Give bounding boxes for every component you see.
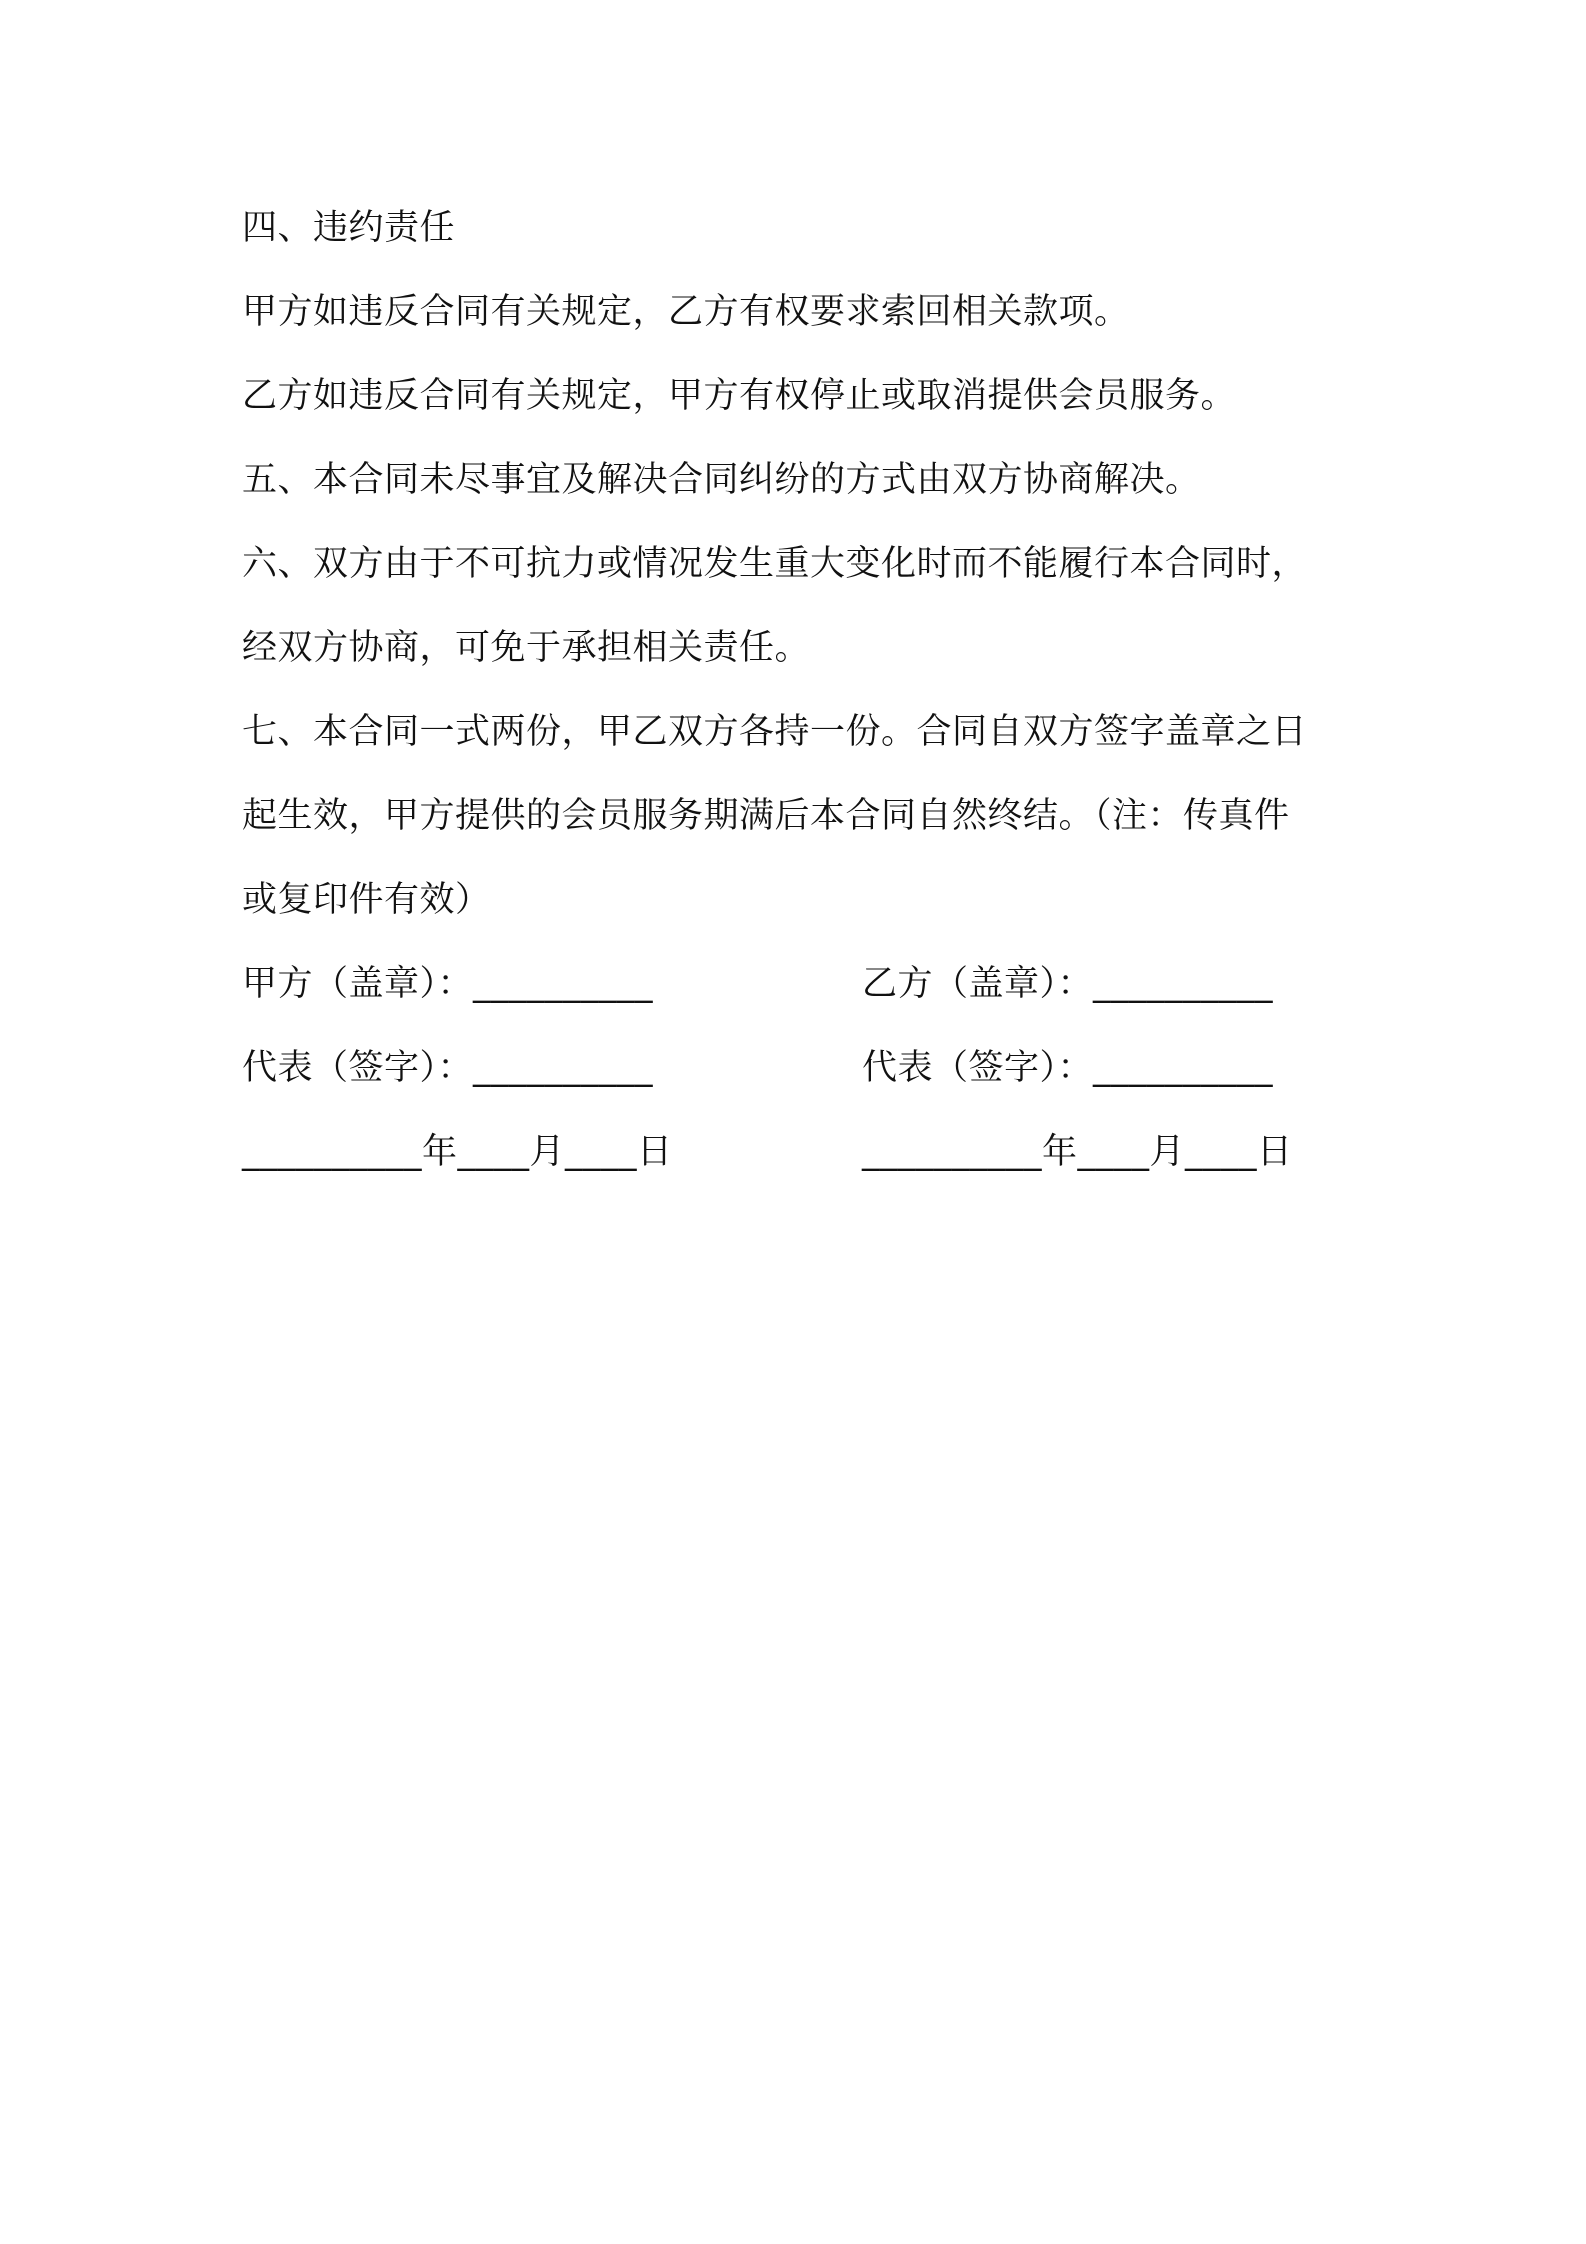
paragraph-party-a-breach: 甲方如违反合同有关规定，乙方有权要求索回相关款项。 — [242, 292, 1130, 332]
clause-six-line-2: 经双方协商，可免于承担相关责任。 — [242, 628, 811, 668]
clause-seven-line-1: 七、本合同一式两份，甲乙双方各持一份。合同自双方签字盖章之日 — [242, 712, 1308, 752]
party-a-date-field: __________年____月____日 — [242, 1132, 673, 1172]
party-b-date-field: __________年____月____日 — [862, 1132, 1293, 1172]
section-heading-breach: 四、违约责任 — [242, 208, 456, 248]
party-a-seal-field: 甲方（盖章）：__________ — [242, 964, 654, 1004]
paragraph-party-b-breach: 乙方如违反合同有关规定，甲方有权停止或取消提供会员服务。 — [242, 376, 1237, 416]
party-b-seal-field: 乙方（盖章）：__________ — [862, 964, 1274, 1004]
clause-seven-line-2: 起生效，甲方提供的会员服务期满后本合同自然终结。（注：传真件 — [242, 796, 1290, 836]
party-b-representative-field: 代表（签字）：__________ — [862, 1048, 1274, 1088]
clause-five: 五、本合同未尽事宜及解决合同纠纷的方式由双方协商解决。 — [242, 460, 1201, 500]
clause-six-line-1: 六、双方由于不可抗力或情况发生重大变化时而不能履行本合同时， — [242, 544, 1308, 584]
clause-seven-line-3: 或复印件有效） — [242, 880, 491, 920]
party-a-representative-field: 代表（签字）：__________ — [242, 1048, 654, 1088]
